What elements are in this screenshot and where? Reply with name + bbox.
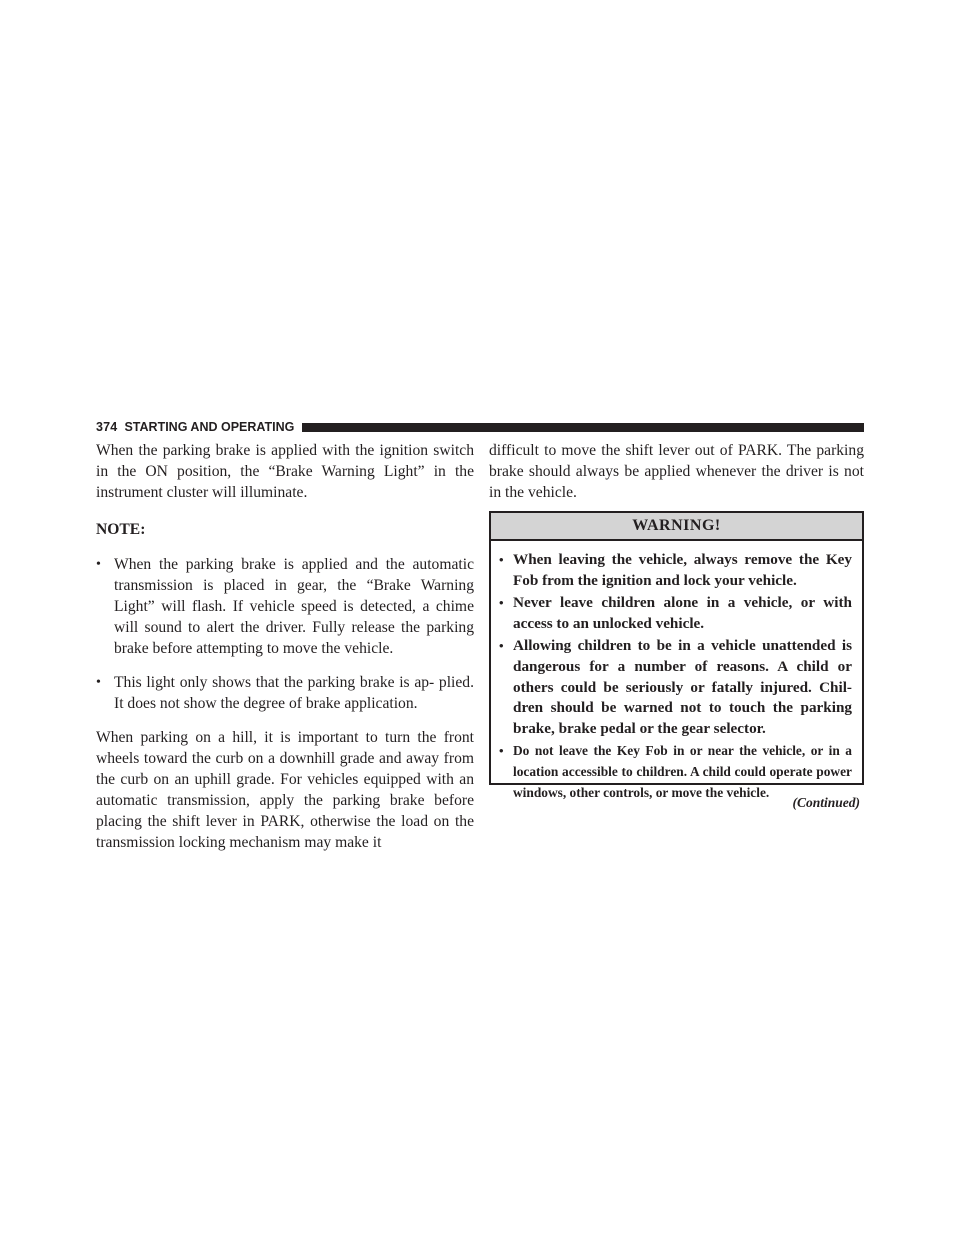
note-bullet-text: When the parking brake is applied and the automatic transmission is placed in gear, the “Brake Warning Light” will flash. If vehicle speed is detected, a chime will sound to alert the driver. Fully release the parking brake before attempting to move the vehicle. <box>114 556 474 657</box>
bullet-icon: • <box>499 595 504 611</box>
bullet-icon: • <box>499 552 504 567</box>
page-header <box>96 419 864 435</box>
warning-box <box>489 511 864 800</box>
continuation-paragraph: difficult to move the shift lever out of PARK. The parking brake should always be applied whenever the driver is not in the vehicle. <box>489 442 864 501</box>
header-rule <box>302 423 864 432</box>
warning-item <box>499 550 852 591</box>
bullet-icon: • <box>499 638 504 654</box>
warning-item-text: Allowing children to be in a vehicle unattended is dangerous for a number of reasons. A child or others could be seriously or fatally injured. Chil- dren should be warned not to touch the parking brake, brake pedal or the gear selector. <box>513 637 852 737</box>
continued-label: (Continued) <box>792 795 860 810</box>
warning-item <box>499 636 852 739</box>
warning-item-text: Do not leave the Key Fob in or near the vehicle, or in a location accessible to children. A child could operate power windows, other controls, or move the vehicle. <box>513 743 852 800</box>
right-column <box>489 440 864 503</box>
note-bullet <box>96 554 474 659</box>
note-bullet-text: This light only shows that the parking brake is ap- plied. It does not show the degree of brake application. <box>114 674 474 712</box>
warning-item <box>499 741 852 803</box>
bullet-icon: • <box>499 743 504 759</box>
warning-item-text: Never leave children alone in a vehicle, or with access to an unlocked vehicle. <box>513 594 852 632</box>
bullet-icon: • <box>96 557 101 572</box>
intro-paragraph: When the parking brake is applied with the ignition switch in the ON position, the “Brake Warning Light” in the instrument cluster will illuminate. <box>96 442 474 501</box>
left-column <box>96 440 474 853</box>
warning-item <box>499 593 852 634</box>
bullet-icon: • <box>96 675 101 690</box>
page-number: 374 <box>96 420 118 434</box>
hill-parking-paragraph: When parking on a hill, it is important to turn the front wheels toward the curb on a downhill grade and away from the curb on an uphill grade. For vehicles equipped with an automatic transmission, apply the parking brake before placing the shift lever in PARK, otherwise the load on the transmission locking mechanism may make it <box>96 729 474 851</box>
note-bullet <box>96 672 474 714</box>
section-title: STARTING AND OPERATING <box>124 420 295 434</box>
warning-title: WARNING! <box>491 513 862 541</box>
warning-item-text: When leaving the vehicle, always remove the Key Fob from the ignition and lock your vehicle. <box>513 551 852 589</box>
warning-list <box>491 541 862 803</box>
note-title: NOTE: <box>96 521 146 538</box>
